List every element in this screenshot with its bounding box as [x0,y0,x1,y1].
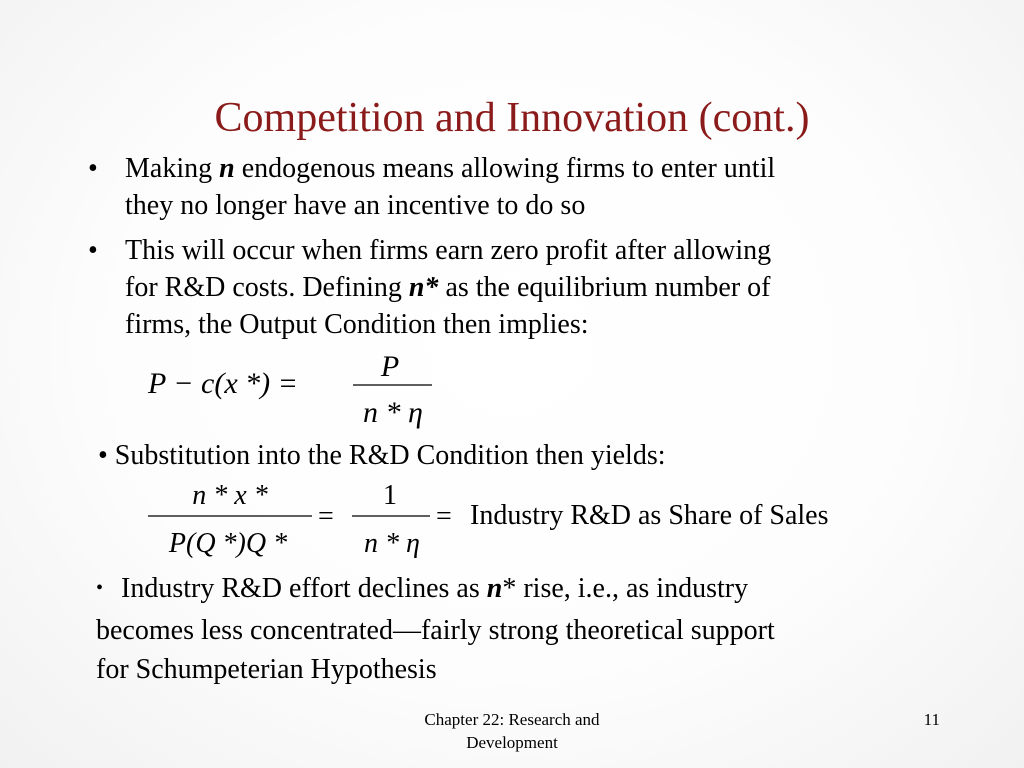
bullet-line: they no longer have an incentive to do so [125,190,586,221]
bullet-line [96,569,996,611]
equation-rd-share [140,478,920,564]
bullet-marker: • [88,153,98,184]
page-number: 11 [923,710,940,729]
equation2-equals-2: = [436,501,452,532]
bullet-endogenous-n [88,150,968,224]
bullet-text-segment: Making [125,153,220,184]
equation2-frac2-numerator: 1 [383,480,397,511]
bullet-line: becomes less concentrated—fairly strong theoretical support [96,615,775,646]
footer-chapter [362,708,662,754]
variable-n: n [486,573,503,604]
bullet-text [125,150,775,224]
bullet-line: for Schumpeterian Hypothesis [96,654,437,685]
equation1-denominator: n * η [363,396,423,429]
slide-title: Competition and Innovation (cont.) [214,95,810,141]
bullet-line [125,150,775,187]
footer-chapter-line: Development [466,733,558,752]
bullet-line [125,269,771,306]
bullet-text-segment: Industry R&D effort declines as [121,573,487,604]
bullet-rd-effort [96,569,996,689]
variable-n: n [219,153,235,184]
bullet-text-segment: endogenous means allowing firms to enter until [234,153,776,184]
bullet-text [125,232,771,343]
equation2-frac2-denominator: n * η [364,528,420,559]
equation-output-condition [140,340,450,440]
bullet-text-segment: as the equilibrium number of [438,272,771,303]
bullet-line: This will occur when firms earn zero profit after allowing [125,235,772,266]
footer-chapter-line: Chapter 22: Research and [424,710,600,729]
equation2-equals-1: = [318,501,334,532]
equation2-label: Industry R&D as Share of Sales [470,500,829,531]
equation1-numerator: P [380,350,400,383]
bullet-line: firms, the Output Condition then implies: [125,309,589,340]
variable-n-star: n* [408,272,439,303]
bullet-zero-profit [88,232,968,343]
bullet-text-segment: * rise, i.e., as industry [502,573,749,604]
equation2-frac1-numerator: n * x * [192,480,268,511]
bullet-marker: • [88,235,98,266]
substitution-text: • Substitution into the R&D Condition then yields: [98,440,666,471]
bullet-marker: • [96,577,104,599]
equation1-lhs: P − c(x *) = [148,367,298,400]
bullet-text-segment: for R&D costs. Defining [125,272,409,303]
equation2-frac1-denominator: P(Q *)Q * [168,528,288,559]
